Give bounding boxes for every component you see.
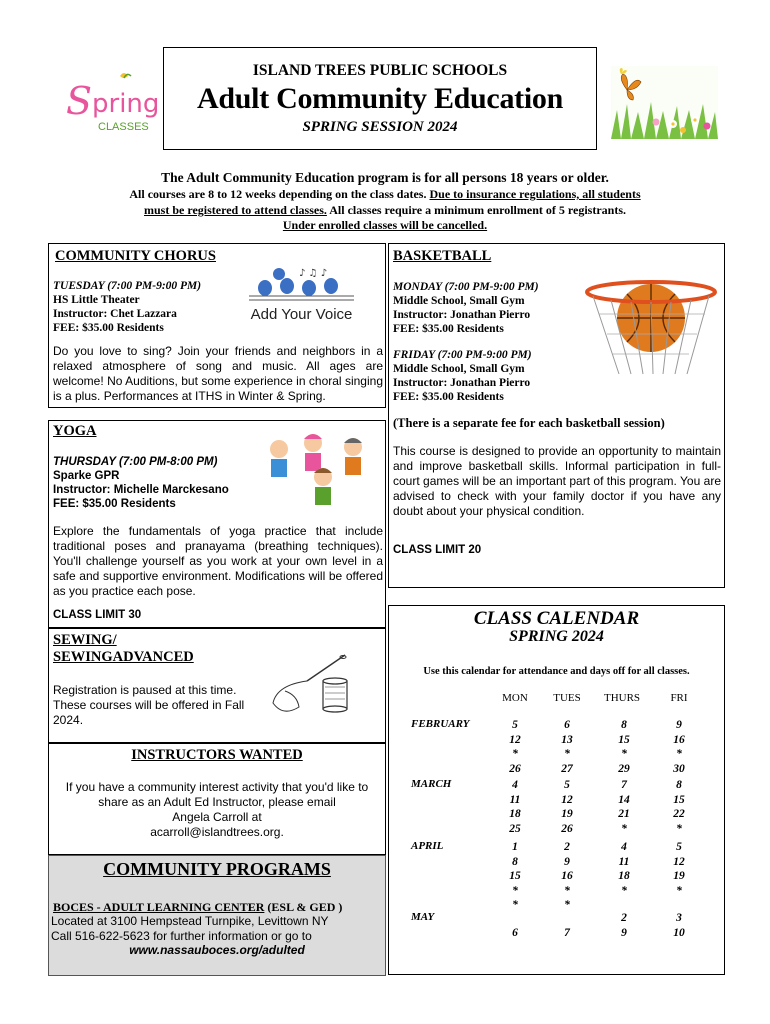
calendar-date-cell: *	[512, 748, 518, 760]
community-programs-section	[48, 855, 386, 976]
calendar-date-cell: 18	[618, 870, 630, 882]
yoga-section	[48, 420, 386, 628]
needle-thread-spool-image	[267, 651, 357, 717]
basketball-hoop-image	[585, 278, 721, 378]
calendar-note: Use this calendar for attendance and days off for all classes.	[423, 666, 690, 677]
intro-cancel-note: Under enrolled classes will be cancelled.	[282, 218, 488, 232]
calendar-day-tues: TUES	[553, 692, 581, 704]
calendar-date-cell: 11	[618, 855, 630, 868]
calendar-date-cell: 5	[512, 719, 518, 731]
calendar-date-cell: 5	[676, 841, 682, 853]
yoga-instructor: Instructor: Michelle Marckesano	[53, 484, 229, 496]
yoga-time: THURSDAY (7:00 PM-8:00 PM)	[53, 456, 218, 468]
basketball-title: BASKETBALL	[393, 248, 492, 264]
calendar-day-thurs: THURS	[603, 692, 641, 704]
calendar-date-cell: 1	[512, 841, 518, 853]
calendar-date-cell: 16	[561, 870, 573, 882]
basketball-class-limit: CLASS LIMIT 20	[393, 544, 482, 556]
calendar-day-mon: MON	[502, 692, 528, 704]
calendar-date-cell: *	[564, 899, 570, 911]
yoga-kids-image	[261, 429, 381, 511]
chorus-description: Do you love to sing? Join your friends and neighbors in a relaxed atmosphere of song and music. All ages are welcome! No Auditions, but some experience in choral singing is a plus. Performances at ITHS in Winter & Spring.	[53, 344, 383, 403]
page-title: Adult Community Education	[197, 82, 563, 115]
calendar-date-cell: 4	[512, 779, 518, 791]
calendar-date-cell: *	[564, 884, 570, 897]
basketball-instructor-1: Instructor: Jonathan Pierro	[393, 309, 531, 321]
intro-enrollment-note: All classes require a minimum enrollment of 5 registrants.	[326, 203, 626, 217]
intro-line-3	[0, 203, 770, 218]
calendar-date-cell: 21	[618, 808, 630, 820]
yoga-class-limit: CLASS LIMIT 30	[53, 609, 142, 621]
chorus-location: HS Little Theater	[53, 294, 140, 306]
calendar-date-cell: 6	[564, 719, 570, 731]
calendar-date-cell: 7	[621, 779, 627, 791]
intro-line-1: The Adult Community Education program is for all persons 18 years or older.	[161, 170, 609, 185]
calendar-date-cell: 27	[561, 762, 573, 775]
calendar-day-fri: FRI	[670, 692, 688, 704]
calendar-date-cell: *	[621, 884, 627, 897]
calendar-date-cell: 13	[561, 733, 573, 746]
calendar-date-cell: 18	[509, 808, 521, 820]
community-title: COMMUNITY PROGRAMS	[103, 859, 331, 879]
calendar-date-cell: 10	[673, 926, 685, 939]
header-title-box	[163, 47, 597, 150]
calendar-date-cell: 15	[673, 793, 685, 806]
calendar-date-cell: *	[564, 748, 570, 760]
calendar-date-cell: 8	[676, 779, 682, 791]
chorus-title: COMMUNITY CHORUS	[55, 248, 216, 264]
basketball-location-2: Middle School, Small Gym	[393, 363, 525, 375]
sewing-section	[48, 628, 386, 743]
calendar-date-cell: 9	[676, 719, 682, 731]
calendar-date-cell: 29	[618, 762, 630, 775]
session-subtitle: SPRING SESSION 2024	[302, 119, 458, 135]
calendar-date-cell: 12	[561, 793, 573, 806]
calendar-date-cell: *	[512, 884, 518, 897]
calendar-date-cell: 12	[673, 855, 685, 868]
calendar-date-cell: 5	[564, 779, 570, 791]
svg-text:S: S	[66, 79, 93, 123]
calendar-date-cell: 15	[509, 870, 521, 882]
calendar-date-cell: *	[676, 748, 682, 760]
basketball-time-1: MONDAY (7:00 PM-9:00 PM)	[393, 281, 539, 293]
basketball-fee-note: (There is a separate fee for each basketball session)	[393, 416, 665, 430]
calendar-date-cell: 15	[618, 733, 630, 746]
boces-url-link[interactable]: www.nassauboces.org/adulted	[129, 943, 305, 957]
yoga-title: YOGA	[53, 423, 97, 439]
svg-text:pring: pring	[92, 89, 160, 119]
calendar-date-cell: *	[621, 822, 627, 835]
chorus-instructor: Instructor: Chet Lazzara	[53, 308, 177, 320]
calendar-date-cell: 6	[512, 926, 518, 939]
calendar-date-cell: 14	[618, 793, 630, 806]
basketball-fee-1: FEE: $35.00 Residents	[393, 323, 504, 335]
calendar-date-cell: 22	[673, 808, 685, 820]
basketball-description: This course is designed to provide an opportunity to maintain and improve basketball skills. Informal participation in full-court games will be an important part of this program. You are advised to check with your family doctor if you have any doubt about your physical condition.	[393, 444, 721, 518]
school-name: ISLAND TREES PUBLIC SCHOOLS	[252, 62, 508, 79]
calendar-title: CLASS CALENDAR	[473, 608, 640, 629]
spring-flowers-butterfly-image	[611, 66, 718, 139]
intro-line-2	[0, 187, 770, 202]
basketball-section	[388, 243, 725, 588]
chorus-fee: FEE: $35.00 Residents	[53, 322, 164, 334]
intro-insurance-note: Due to insurance regulations, all students	[429, 187, 641, 201]
yoga-fee: FEE: $35.00 Residents	[53, 498, 176, 510]
calendar-date-cell: *	[676, 884, 682, 897]
calendar-month-label: FEBRUARY	[411, 718, 470, 730]
calendar-month-label: MARCH	[411, 778, 452, 790]
calendar-date-cell: 12	[509, 733, 521, 746]
calendar-date-cell: *	[512, 899, 518, 911]
basketball-instructor-2: Instructor: Jonathan Pierro	[393, 377, 531, 389]
boces-call: Call 516-622-5623 for further information or go to	[51, 929, 312, 943]
calendar-date-cell: 26	[509, 762, 521, 775]
boces-programs: (ESL & GED )	[264, 900, 343, 914]
calendar-date-cell: 2	[621, 912, 627, 924]
calendar-date-cell: 9	[621, 926, 627, 939]
calendar-date-cell: 8	[621, 719, 627, 731]
yoga-location: Sparke GPR	[53, 470, 120, 482]
calendar-date-cell: 9	[564, 855, 570, 868]
instructors-email[interactable]: acarroll@islandtrees.org.	[150, 825, 284, 839]
spring-classes-logo	[62, 68, 162, 138]
calendar-date-cell: 30	[673, 762, 685, 775]
calendar-date-cell: *	[676, 822, 682, 835]
chorus-image-caption: Add Your Voice	[250, 306, 353, 323]
instructors-wanted-section	[48, 743, 386, 855]
basketball-time-2: FRIDAY (7:00 PM-9:00 PM)	[393, 349, 532, 361]
calendar-date-cell: 7	[564, 926, 570, 939]
chorus-time: TUESDAY (7:00 PM-9:00 PM)	[53, 280, 202, 292]
calendar-date-cell: 3	[676, 912, 682, 924]
calendar-date-cell: 26	[561, 822, 573, 835]
instructors-line-2: share as an Adult Ed Instructor, please email	[98, 795, 336, 809]
community-chorus-section	[48, 243, 386, 408]
calendar-date-cell: 19	[673, 870, 685, 882]
calendar-month-label: APRIL	[411, 840, 444, 852]
boces-name: BOCES - ADULT LEARNING CENTER	[53, 900, 265, 914]
calendar-subtitle: SPRING 2024	[509, 628, 604, 645]
boces-address: Located at 3100 Hempstead Turnpike, Levittown NY	[51, 914, 329, 928]
calendar-date-cell: 16	[673, 733, 685, 746]
calendar-date-cell: 25	[509, 822, 521, 835]
svg-text:♪ ♫ ♪: ♪ ♫ ♪	[299, 268, 328, 279]
instructors-title: INSTRUCTORS WANTED	[131, 747, 303, 763]
calendar-date-cell: 4	[621, 841, 627, 853]
intro-line-2-text: All courses are 8 to 12 weeks depending on the class dates.	[129, 187, 430, 201]
sewing-title-2: SEWINGADVANCED	[53, 649, 194, 665]
yoga-description: Explore the fundamentals of yoga practice that include traditional poses and pranayama (breathing techniques). You'll challenge yourself as you work at your own level in a safe and supportive environment. Modifications will be offered as you practice each pose.	[53, 524, 383, 598]
calendar-date-cell: 2	[564, 841, 570, 853]
boces-heading	[53, 900, 342, 915]
instructors-line-3: Angela Carroll at	[172, 810, 262, 824]
basketball-location-1: Middle School, Small Gym	[393, 295, 525, 307]
calendar-date-cell: 8	[512, 855, 518, 868]
calendar-month-label: MAY	[411, 911, 435, 923]
calendar-date-cell: 19	[561, 808, 573, 820]
sewing-description: Registration is paused at this time. These courses will be offered in Fall 2024.	[53, 683, 245, 727]
class-calendar-section	[388, 605, 725, 975]
svg-text:CLASSES: CLASSES	[98, 121, 149, 133]
sewing-title-1: SEWING/	[53, 632, 117, 648]
instructors-line-1: If you have a community interest activity that you'd like to	[65, 780, 369, 794]
calendar-date-cell: *	[621, 748, 627, 760]
add-your-voice-image	[249, 266, 354, 328]
basketball-fee-2: FEE: $35.00 Residents	[393, 391, 504, 403]
intro-registered-note: must be registered to attend classes.	[144, 203, 327, 217]
calendar-date-cell: 11	[509, 793, 521, 806]
